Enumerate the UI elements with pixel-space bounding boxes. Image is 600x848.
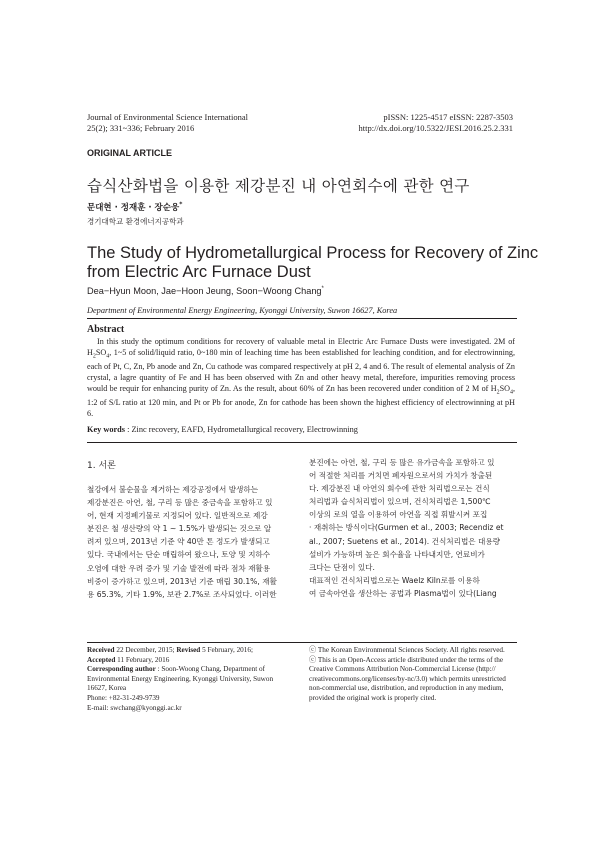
- divider-footnotes: [87, 642, 517, 643]
- license-line: non-commercial use, distribution, and reproduction in any medium,: [309, 684, 504, 693]
- right-line: 분진에는 아연, 철, 구리 등 많은 유가금속을 포함하고 있: [309, 458, 495, 467]
- english-authors-names: Dea−Hyun Moon, Jae−Hoon Jeung, Soon−Woong Chang: [87, 286, 322, 297]
- corresponding-line1: : Soon-Woong Chang, Department of: [155, 665, 265, 674]
- left-line: 려져 있으며, 2013년 기준 약 40만 톤 정도가 발생되고: [87, 537, 270, 547]
- right-line: al., 2007; Suetens et al., 2014). 건식처리법은 대용량: [309, 536, 501, 546]
- journal-name: Journal of Environmental Science International: [87, 112, 248, 122]
- revised-date: 5 February, 2016;: [200, 646, 253, 654]
- left-line: 오염에 대한 우려 증가 및 기술 발전에 따라 점차 재활용: [87, 563, 271, 573]
- footnote-right: [309, 646, 519, 704]
- left-line: 분진은 철 생산량의 약 1 ~ 1.5%가 발생되는 것으로 알: [87, 524, 272, 534]
- right-line: 이상의 로의 열을 이용하여 아연을 직접 휘발시켜 포집: [309, 510, 488, 520]
- license-line: provided the original work is properly cited.: [309, 693, 437, 702]
- left-line: 제강분진은 아연, 철, 구리 등 많은 중금속을 포함하고 있: [87, 498, 273, 508]
- left-line: 어, 현재 지정폐기물로 지정되어 있다. 일반적으로 제강: [87, 511, 268, 521]
- corresponding-line2: Environmental Energy Engineering, Kyonggi University, Suwon: [87, 674, 274, 683]
- section-heading: 1. 서론: [87, 461, 116, 471]
- english-title-line2: from Electric Arc Furnace Dust: [87, 263, 311, 281]
- left-line: 용 65.3%, 기타 1.9%, 보관 2.7%로 조사되었다. 이러한: [87, 589, 277, 599]
- right-line: 크다는 단점이 있다.: [309, 562, 375, 572]
- right-line: 다. 제강분진 내 아연의 회수에 관한 처리법으로는 건식: [309, 484, 490, 494]
- right-line: 어 적절한 처리를 거치면 폐자원으로서의 가치가 창출된: [309, 471, 493, 481]
- korean-authors: [87, 201, 182, 213]
- abstract-body: [87, 337, 515, 420]
- footnote-left: [87, 646, 292, 713]
- left-line: 비중이 증가하고 있으며, 2013년 기준 매립 30.1%, 재활: [87, 576, 277, 586]
- corresponding-line3: 16627, Korea: [87, 684, 127, 693]
- journal-issn: pISSN: 1225-4517 eISSN: 2287-3503: [383, 112, 513, 122]
- korean-title: 습식산화법을 이용한 제강분진 내 아연회수에 관한 연구: [87, 177, 470, 195]
- abstract-text-1: In this study the optimum conditions for recovery of valuable metal in Electric Arc Furnace Dusts were investigated. 2M of H: [87, 337, 515, 357]
- keywords: [87, 425, 517, 434]
- right-line: 설비가 가능하며 높은 회수율을 나타내지만, 연료비가: [309, 549, 485, 559]
- english-corresponding-mark: *: [321, 286, 324, 292]
- english-title: [87, 244, 547, 282]
- license-line: ⓒ The Korean Environmental Sciences Society. All rights reserved.: [309, 646, 505, 654]
- department: Department of Environmental Energy Engineering, Kyonggi University, Suwon 16627, Korea: [87, 306, 398, 315]
- korean-affiliation: 경기대학교 환경에너지공학과: [87, 217, 184, 226]
- right-line: 대표적인 건식처리법으로는 Waelz Kiln로를 이용하: [309, 575, 480, 585]
- abstract-text-3: , 1~5 of solid/liquid ratio, 0~180 min of leaching time has been established for leaching condition, and for electrowinning, each of Pt, C, Zn, Pb anode and Zn, Cu cathode was compared respectively at pH 2, 4 and 6. The result of elemental analysis of Zn crystal, a lagre quantity of Fe and H has been observed with Zn and other heavy metal, therefore, impurities removing process would be requir for enhancing purity of Zn. As the result, about 60% of Zn has been recovered under condition of 2 M of H: [87, 347, 515, 393]
- revised-label: Revised: [176, 646, 201, 654]
- journal-volume: 25(2); 331~336; February 2016: [87, 123, 195, 133]
- right-line: · 재취하는 방식이다(Gurmen et al., 2003; Recendiz et: [309, 523, 504, 533]
- right-line: 여 금속아연을 생산하는 공법과 Plasma법이 있다(Liang: [309, 588, 497, 598]
- abstract-sub-2: 4: [106, 353, 110, 360]
- body-left-column: [87, 483, 295, 601]
- license-line: creativecommons.org/licenses/by-nc/3.0) which permits unrestricted: [309, 674, 506, 683]
- divider-keywords: [87, 442, 517, 443]
- article-type: ORIGINAL ARTICLE: [87, 148, 172, 158]
- korean-authors-names: 문대현 · 정재훈 · 장순웅: [87, 203, 180, 213]
- abstract-text-2: SO: [95, 347, 107, 357]
- email[interactable]: E-mail: swchang@kyonggi.ac.kr: [87, 703, 182, 712]
- accepted-label: Accepted: [87, 655, 116, 664]
- abstract-sub-1: 2: [92, 353, 96, 360]
- accepted-date: 11 February, 2016: [115, 655, 170, 664]
- abstract-text-4: SO: [499, 383, 510, 393]
- right-line: 처리법과 습식처리법이 있으며, 건식처리법은 1,500℃: [309, 497, 491, 507]
- corresponding-label: Corresponding author: [87, 665, 156, 674]
- received-label: Received: [87, 646, 115, 654]
- abstract-sub-3: 2: [496, 389, 500, 396]
- abstract-text-5: , 1:2 of S/L ratio at 120 min, and Pt or Pb for anode, Zn for cathode has been shown the highest efficiency of electrowinning at pH 6.: [87, 383, 515, 419]
- license-line: ⓒ This is an Open-Access article distributed under the terms of the: [309, 655, 504, 664]
- received-date: 22 December, 2015;: [114, 646, 177, 654]
- abstract-heading: Abstract: [87, 324, 125, 335]
- english-title-line1: The Study of Hydrometallurgical Process for Recovery of Zinc: [87, 244, 539, 262]
- keywords-label: Key words: [87, 425, 126, 434]
- journal-doi: http://dx.doi.org/10.5322/JESI.2016.25.2.331: [358, 123, 513, 133]
- keywords-text: : Zinc recovery, EAFD, Hydrometallurgical recovery, Electrowinning: [125, 425, 358, 434]
- divider-top: [87, 318, 517, 319]
- phone: Phone: +82-31-249-9739: [87, 693, 160, 702]
- body-right-column: [309, 456, 517, 600]
- left-line: 있다. 국내에서는 단순 매립하여 왔으나, 토양 및 지하수: [87, 550, 271, 560]
- english-authors: [87, 286, 324, 296]
- abstract-sub-4: 4: [509, 389, 513, 396]
- license-line: Creative Commons Attribution Non-Commercial License (http://: [309, 665, 496, 674]
- left-line: 철강에서 불순물을 제거하는 제강공정에서 발생하는: [87, 485, 259, 494]
- corresponding-mark: *: [179, 201, 183, 209]
